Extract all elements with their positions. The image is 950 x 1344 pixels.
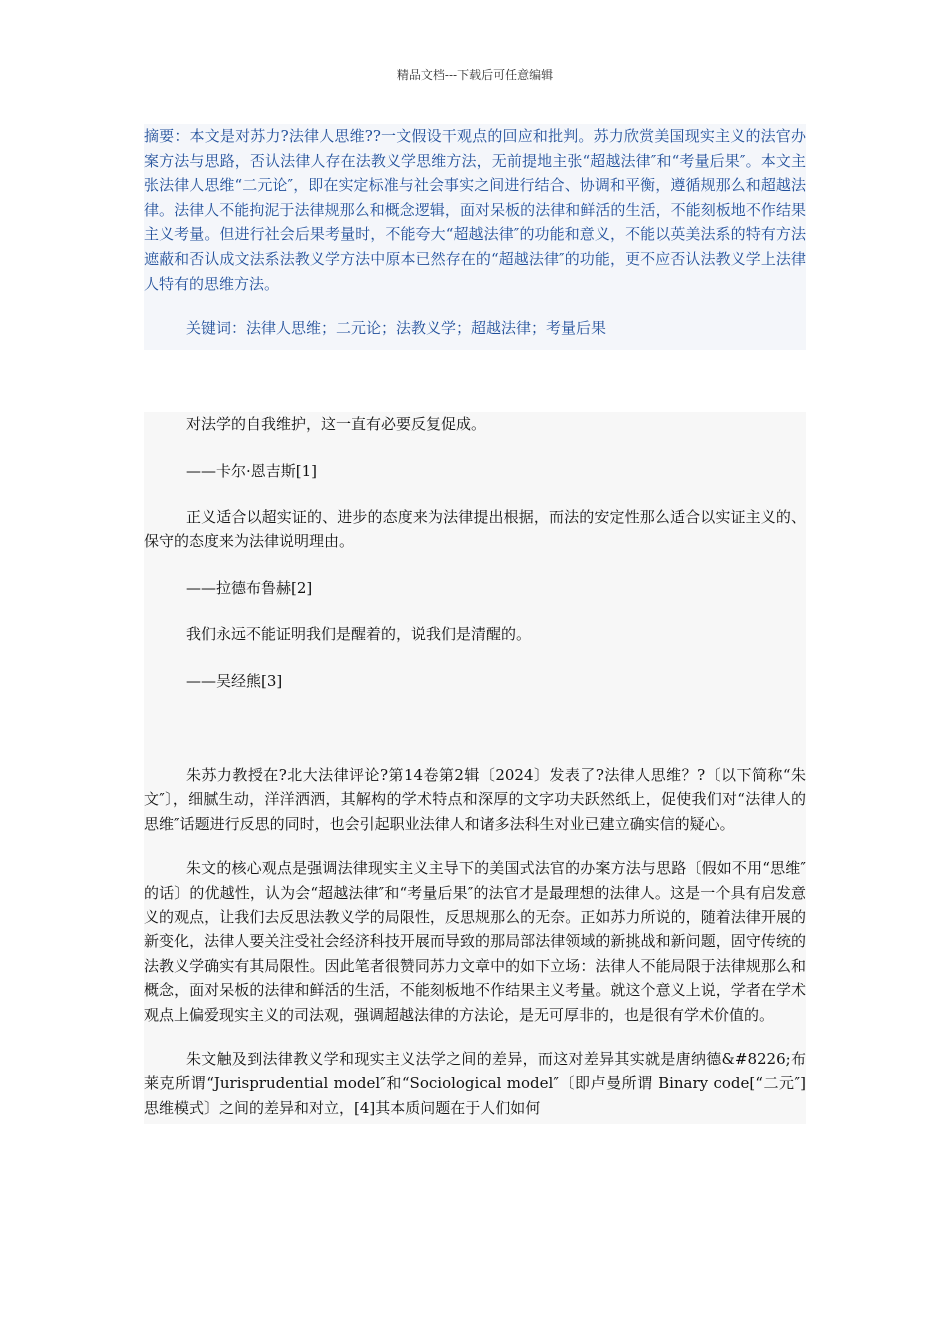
document-body: [144, 124, 806, 1124]
abstract-text: 摘要：本文是对苏力?法律人思维??一文假设干观点的回应和批判。苏力欣赏美国现实主义的法官办案方法与思路，否认法律人存在法教义学思维方法，无前提地主张“超越法律″和“考量后果″。本文主张法律人思维“二元论″，即在实定标准与社会事实之间进行结合、协调和平衡，遵循规那么和超越法律。法律人不能拘泥于法律规那么和概念逻辑，面对呆板的法律和鲜活的生活，不能刻板地不作结果主义考量。但进行社会后果考量时，不能夸大“超越法律″的功能和意义，不能以英美法系的特有方法遮蔽和否认成文法系法教义学方法中原本已然存在的“超越法律″的功能，更不应否认法教义学上法律人特有的思维方法。: [144, 127, 806, 293]
body-paragraph-2: 朱文的核心观点是强调法律现实主义主导下的美国式法官的办案方法与思路〔假如不用“思维″的话〕的优越性，认为会“超越法律″和“考量后果″的法官才是最理想的法律人。这是一个具有启发意义的观点，让我们去反思法教义学的局限性，反思规那么的无奈。正如苏力所说的，随着法律开展的新变化，法律人要关注受社会经济科技开展而导致的那局部法律领域的新挑战和新问题，固守传统的法教义学确实有其局限性。因此笔者很赞同苏力文章中的如下立场：法律人不能局限于法律规那么和概念，面对呆板的法律和鲜活的生活，不能刻板地不作结果主义考量。就这个意义上说，学者在学术观点上偏爱现实主义的司法观，强调超越法律的方法论，是无可厚非的，也是很有学术价值的。: [144, 859, 806, 1024]
epigraph-section: [144, 412, 806, 1124]
body-paragraph-3: 朱文触及到法律教义学和现实主义法学之间的差异，而这对差异其实就是唐纳德&#8226;布莱克所谓“Jurisprudential model″和“Sociological model″〔即卢曼所谓 Binary code[“二元″]思维模式〕之间的差异和对立，[4]其本质问题在于人们如何: [144, 1050, 806, 1117]
epigraph-quote-1: 对法学的自我维护，这一直有必要反复促成。: [186, 415, 487, 434]
page-header: 精品文档---下载后可任意编辑: [396, 68, 554, 82]
body-paragraph-1: 朱苏力教授在?北大法律评论?第14卷第2辑〔2024〕发表了?法律人思维？?〔以下简称“朱文″〕，细腻生动，洋洋洒洒，其解构的学术特点和深厚的文字功夫跃然纸上，促使我们对“法律人的思维″话题进行反思的同时，也会引起职业法律人和诸多法科生对业已建立确实信的疑心。: [144, 766, 806, 833]
epigraph-author-2: ——拉德布鲁赫[2]: [186, 578, 313, 597]
epigraph-quote-3: 我们永远不能证明我们是醒着的，说我们是清醒的。: [186, 625, 532, 644]
keywords-line: 关键词：法律人思维；二元论；法教义学；超越法律；考量后果: [186, 319, 607, 338]
epigraph-quote-2: 正义适合以超实证的、进步的态度来为法律提出根据，而法的安定性那么适合以实证主义的、保守的态度来为法律说明理由。: [144, 507, 806, 551]
epigraph-author-3: ——吴经熊[3]: [186, 671, 283, 690]
epigraph-author-1: ——卡尔·恩吉斯[1]: [186, 461, 318, 480]
abstract-section: [144, 124, 806, 350]
